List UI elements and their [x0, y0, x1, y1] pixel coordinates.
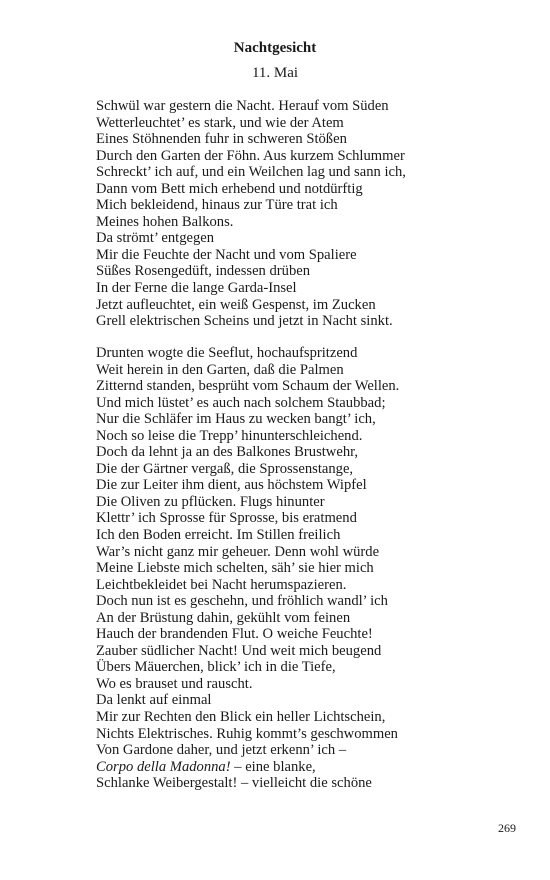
poem-line: Ich den Boden erreicht. Im Stillen freilich: [96, 527, 341, 544]
poem-line: An der Brüstung dahin, gekühlt vom feinen: [96, 609, 351, 626]
poem-line: Schreckt’ ich auf, und ein Weilchen lag und sann ich,: [96, 164, 406, 181]
poem-line: Hauch der brandenden Flut. O weiche Feuchte!: [96, 626, 373, 643]
poem-line: Mich bekleidend, hinaus zur Türe trat ich: [96, 197, 338, 214]
poem-line: Mir die Feuchte der Nacht und vom Spaliere: [96, 246, 357, 263]
poem-line: Schlanke Weibergestalt! – vielleicht die schöne: [96, 775, 372, 792]
poem-line: Von Gardone daher, und jetzt erkenn’ ich –: [96, 742, 347, 759]
stanza-1: [96, 98, 516, 330]
poem-line: Zitternd standen, besprüht vom Schaum der Wellen.: [96, 378, 400, 395]
poem-line: Dann vom Bett mich erhebend und notdürftig: [96, 180, 363, 197]
poem-line: Wo es brauset und rauscht.: [96, 675, 253, 692]
poem-line: Weit herein in den Garten, daß die Palmen: [96, 361, 344, 378]
poem-line: Wetterleuchtet’ es stark, und wie der Atem: [96, 114, 344, 131]
poem-title: Nachtgesicht: [233, 40, 317, 56]
poem-line: Doch nun ist es geschehn, und fröhlich wandl’ ich: [96, 593, 388, 610]
poem-line: Mir zur Rechten den Blick ein heller Lichtschein,: [96, 709, 386, 726]
poem-line: In der Ferne die lange Garda-Insel: [96, 280, 297, 297]
poem-line: Meines hohen Balkons.: [96, 213, 234, 230]
poem-line: Zauber südlicher Nacht! Und weit mich beugend: [96, 642, 382, 659]
poem-line: Und mich lüstet’ es auch nach solchem Staubbad;: [96, 394, 386, 411]
poem-line: Klettr’ ich Sprosse für Sprosse, bis eratmend: [96, 510, 357, 527]
poem-line: Grell elektrischen Scheins und jetzt in Nacht sinkt.: [96, 313, 393, 330]
poem-line: Süßes Rosengedüft, indessen drüben: [96, 263, 311, 280]
poem-line: Nur die Schläfer im Haus zu wecken bangt’ ich,: [96, 411, 376, 428]
poem-line: Meine Liebste mich schelten, säh’ sie hier mich: [96, 560, 374, 577]
poem-line: Doch da lehnt ja an des Balkones Brustwehr,: [96, 444, 359, 461]
line-rest: – eine blanke,: [230, 758, 316, 775]
poem-line: Die der Gärtner vergaß, die Sprossenstange,: [96, 460, 354, 477]
poem-line: Die Oliven zu pflücken. Flugs hinunter: [96, 493, 325, 510]
poem-line: Die zur Leiter ihm dient, aus höchstem Wipfel: [96, 477, 367, 494]
poem-line: Übers Mäuerchen, blick’ ich in die Tiefe,: [96, 659, 336, 676]
poem-line: War’s nicht ganz mir geheuer. Denn wohl würde: [96, 543, 380, 560]
poem-line: Nichts Elektrisches. Ruhig kommt’s geschwommen: [96, 725, 398, 742]
stanza-2: [96, 345, 516, 792]
poem-line: Leichtbekleidet bei Nacht herumspazieren.: [96, 576, 347, 593]
italic-phrase: Corpo della Madonna!: [96, 758, 231, 775]
poem-line: Noch so leise die Trepp’ hinunterschleichend.: [96, 427, 363, 444]
poem-line: Da strömt’ entgegen: [96, 230, 215, 247]
page-number: 269: [498, 821, 516, 835]
poem-line: Schwül war gestern die Nacht. Herauf vom Süden: [96, 98, 389, 114]
poem-line: Da lenkt auf einmal: [96, 692, 212, 709]
poem-line: [96, 759, 516, 776]
poem-line: Eines Stöhnenden fuhr in schweren Stößen: [96, 131, 347, 148]
poem-line: Jetzt aufleuchtet, ein weiß Gespenst, im Zucken: [96, 296, 376, 313]
poem-date: 11. Mai: [251, 65, 299, 81]
poem-line: Durch den Garten der Föhn. Aus kurzem Schlummer: [96, 147, 405, 164]
poem-line: Drunten wogte die Seeflut, hochaufspritzend: [96, 345, 358, 361]
